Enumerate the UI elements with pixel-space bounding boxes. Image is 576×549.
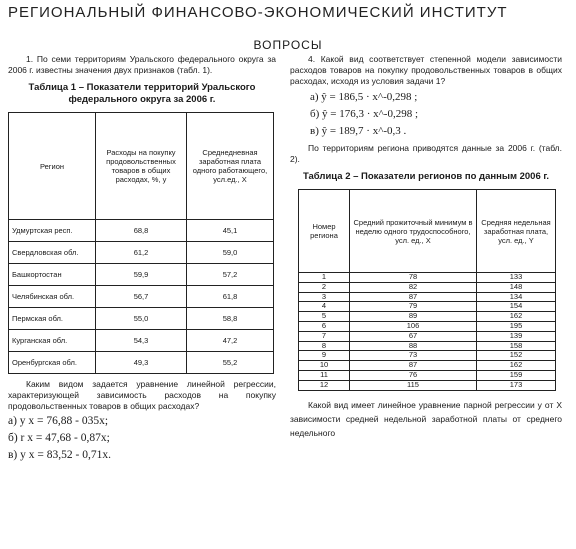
table2-x-value: 79: [350, 302, 477, 312]
table1-region: Пермская обл.: [9, 308, 96, 330]
table1-row: [9, 352, 274, 374]
table2-number: 2: [299, 282, 350, 292]
table2: [298, 189, 556, 391]
power-model-option-c: в) ŷ = 189,7 · x^-0,3 .: [310, 125, 407, 137]
table1-y-value: 59,9: [96, 264, 187, 286]
power-model-option-b: б) ŷ = 176,3 · x^-0,298 ;: [310, 108, 419, 120]
power-model-option-a: а) ŷ = 186,5 · x^-0,298 ;: [310, 91, 418, 103]
table2-intro: По территориям региона приводятся данные за 2006 г. (табл. 2).: [290, 143, 562, 164]
table2-y-value: 154: [477, 302, 556, 312]
institute-title: РЕГИОНАЛЬНЫЙ ФИНАНСОВО-ЭКОНОМИЧЕСКИЙ ИНСТИТУТ: [8, 4, 508, 21]
table1-region: Челябинская обл.: [9, 286, 96, 308]
table1-x-value: 61,8: [187, 286, 274, 308]
table2-number: 11: [299, 370, 350, 380]
table2-row: [299, 380, 556, 390]
table2-y-value: 159: [477, 370, 556, 380]
question5-text: Какой вид имеет линейное уравнение парной регрессии y от X зависимости средней недельной заработной платы от среднего недельного: [290, 399, 562, 438]
table1-caption: Таблица 1 – Показатели территорий Уральского федерального округа за 2006 г.: [28, 82, 256, 105]
table2-row: [299, 282, 556, 292]
table1-region: Башкортостан: [9, 264, 96, 286]
table1-x-value: 57,2: [187, 264, 274, 286]
table1-region: Удмуртская респ.: [9, 220, 96, 242]
left-column: [8, 54, 276, 464]
table2-y-value: 134: [477, 292, 556, 302]
table1-x-value: 47,2: [187, 330, 274, 352]
table2-row: [299, 312, 556, 322]
table2-y-value: 162: [477, 361, 556, 371]
table2-x-value: 73: [350, 351, 477, 361]
table2-header-x: Средний прожиточный минимум в неделю одного трудоспособного, усл. ед., X: [350, 190, 477, 273]
table2-row: [299, 370, 556, 380]
table2-number: 5: [299, 312, 350, 322]
table2-header-y: Средняя недельная заработная плата, усл. ед., Y: [477, 190, 556, 273]
table2-y-value: 195: [477, 321, 556, 331]
table2-y-value: 162: [477, 312, 556, 322]
right-column: [290, 54, 562, 440]
table1-region: Свердловская обл.: [9, 242, 96, 264]
table2-x-value: 88: [350, 341, 477, 351]
table2-x-value: 87: [350, 361, 477, 371]
table2-x-value: 89: [350, 312, 477, 322]
table2-x-value: 67: [350, 331, 477, 341]
table2-row: [299, 361, 556, 371]
table2-y-value: 148: [477, 282, 556, 292]
table2-x-value: 87: [350, 292, 477, 302]
table2-row: [299, 321, 556, 331]
table1-row: [9, 220, 274, 242]
question4-text: 4. Какой вид соответствует степенной модели зависимости расходов товаров на покупку продовольственных товаров в общих расходах, исходя из условия задачи 1?: [290, 54, 562, 86]
table1-x-value: 45,1: [187, 220, 274, 242]
table1: [8, 112, 274, 374]
regression-question: Каким видом задается уравнение линейной регрессии, характеризующей зависимость расходов на покупку продовольственных товаров в общих расходах?: [8, 379, 276, 411]
table1-header-region: Регион: [9, 113, 96, 220]
regression-option-b: б) r x = 47,68 - 0,87x;: [8, 432, 110, 444]
table2-row: [299, 273, 556, 283]
table2-number: 7: [299, 331, 350, 341]
table2-number: 1: [299, 273, 350, 283]
table2-number: 6: [299, 321, 350, 331]
regression-option-a: а) y x = 76,88 - 035x;: [8, 415, 109, 427]
table1-x-value: 55,2: [187, 352, 274, 374]
table2-row: [299, 331, 556, 341]
table2-y-value: 152: [477, 351, 556, 361]
table2-number: 12: [299, 380, 350, 390]
table2-y-value: 158: [477, 341, 556, 351]
table2-number: 4: [299, 302, 350, 312]
table1-row: [9, 264, 274, 286]
table1-header-x: Среднедневная заработная плата одного работающего, усл.ед., X: [187, 113, 274, 220]
table1-region: Оренбургская обл.: [9, 352, 96, 374]
table1-y-value: 49,3: [96, 352, 187, 374]
table1-x-value: 58,8: [187, 308, 274, 330]
table2-x-value: 82: [350, 282, 477, 292]
question1-intro: 1. По семи территориям Уральского федерального округа за 2006 г. известны значения двух признаков (табл. 1).: [8, 54, 276, 75]
table2-x-value: 78: [350, 273, 477, 283]
section-title: ВОПРОСЫ: [253, 38, 323, 52]
table2-number: 9: [299, 351, 350, 361]
table1-row: [9, 308, 274, 330]
table1-x-value: 59,0: [187, 242, 274, 264]
table2-number: 3: [299, 292, 350, 302]
table2-number: 10: [299, 361, 350, 371]
table1-row: [9, 286, 274, 308]
regression-option-c: в) y x = 83,52 - 0,71x.: [8, 449, 111, 461]
table1-y-value: 68,8: [96, 220, 187, 242]
table1-y-value: 55,0: [96, 308, 187, 330]
table2-x-value: 106: [350, 321, 477, 331]
table2-y-value: 139: [477, 331, 556, 341]
table2-y-value: 173: [477, 380, 556, 390]
table2-number: 8: [299, 341, 350, 351]
table2-y-value: 133: [477, 273, 556, 283]
table1-y-value: 61,2: [96, 242, 187, 264]
table1-row: [9, 242, 274, 264]
table2-header-number: Номер региона: [299, 190, 350, 273]
table1-y-value: 56,7: [96, 286, 187, 308]
table1-y-value: 54,3: [96, 330, 187, 352]
table2-caption: Таблица 2 – Показатели регионов по данным 2006 г.: [302, 171, 550, 182]
table1-header-y: Расходы на покупку продовольственных товаров в общих расходах, %, y: [96, 113, 187, 220]
table1-row: [9, 330, 274, 352]
table2-x-value: 76: [350, 370, 477, 380]
table2-x-value: 115: [350, 380, 477, 390]
table1-region: Курганская обл.: [9, 330, 96, 352]
